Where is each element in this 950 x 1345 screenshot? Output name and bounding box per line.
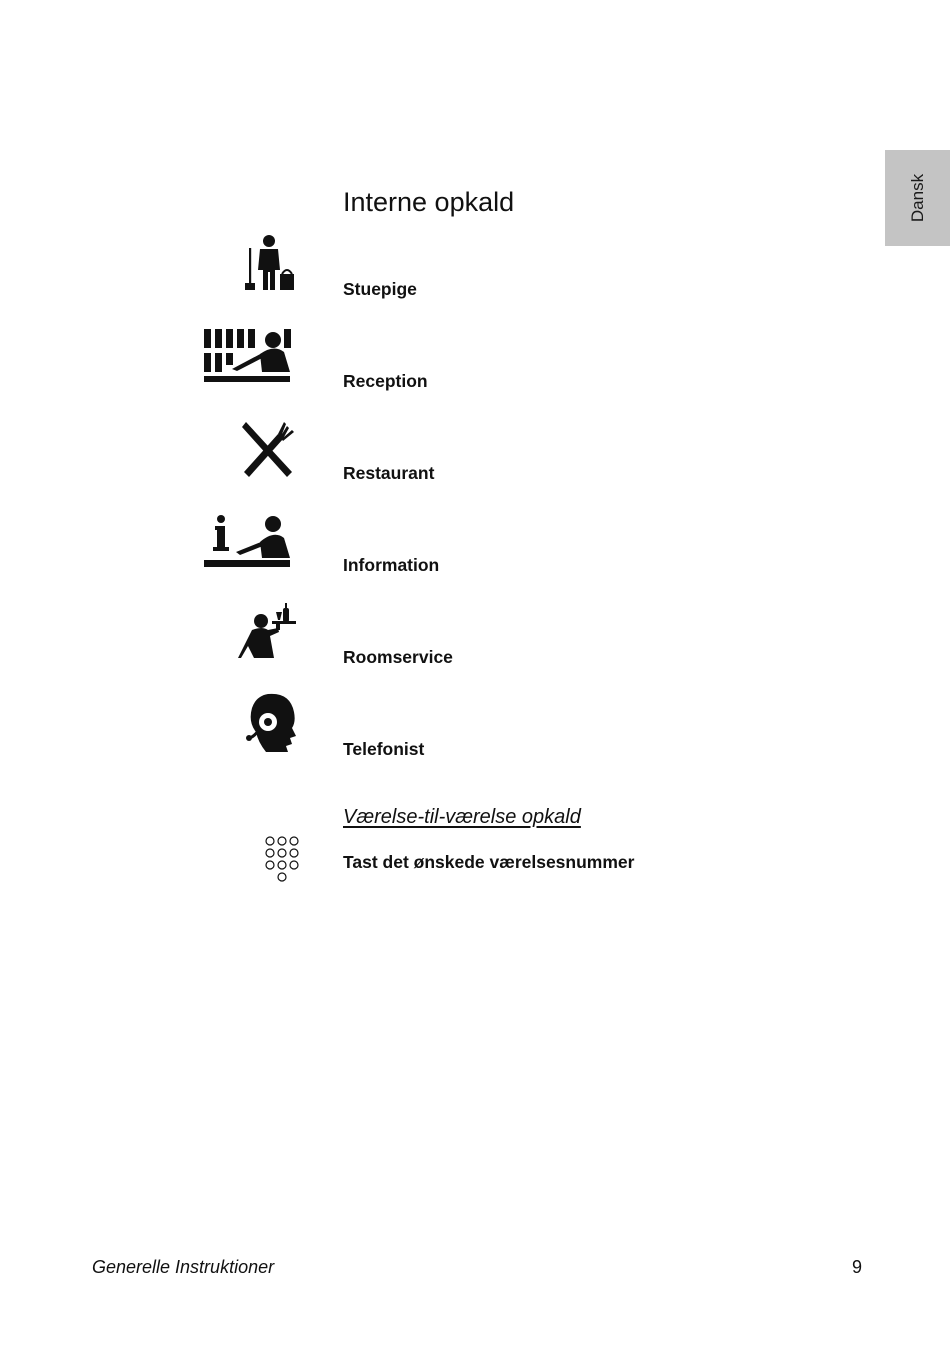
entry-label-reception: Reception	[343, 371, 428, 391]
page-number: 9	[852, 1257, 863, 1277]
reception-icon	[204, 328, 292, 384]
page-title: Interne opkald	[343, 187, 515, 217]
information-desk-icon	[204, 514, 292, 570]
footer-section-title: Generelle Instruktioner	[92, 1257, 275, 1277]
room-to-room-instruction: Tast det ønskede værelsesnummer	[343, 852, 635, 872]
language-tab-label: Dansk	[907, 173, 927, 223]
entry-label-information: Information	[343, 555, 440, 575]
knife-fork-icon	[240, 420, 298, 478]
room-service-waiter-icon	[238, 600, 298, 660]
keypad-icon	[263, 835, 303, 885]
entry-label-telefonist: Telefonist	[343, 739, 425, 759]
entry-label-stuepige: Stuepige	[343, 279, 417, 299]
room-to-room-heading: Værelse-til-værelse opkald	[343, 806, 581, 828]
entry-label-restaurant: Restaurant	[343, 463, 435, 483]
language-tab	[885, 150, 950, 246]
entry-label-roomservice: Roomservice	[343, 647, 453, 667]
operator-headset-icon	[244, 692, 300, 754]
maid-icon	[244, 234, 298, 292]
